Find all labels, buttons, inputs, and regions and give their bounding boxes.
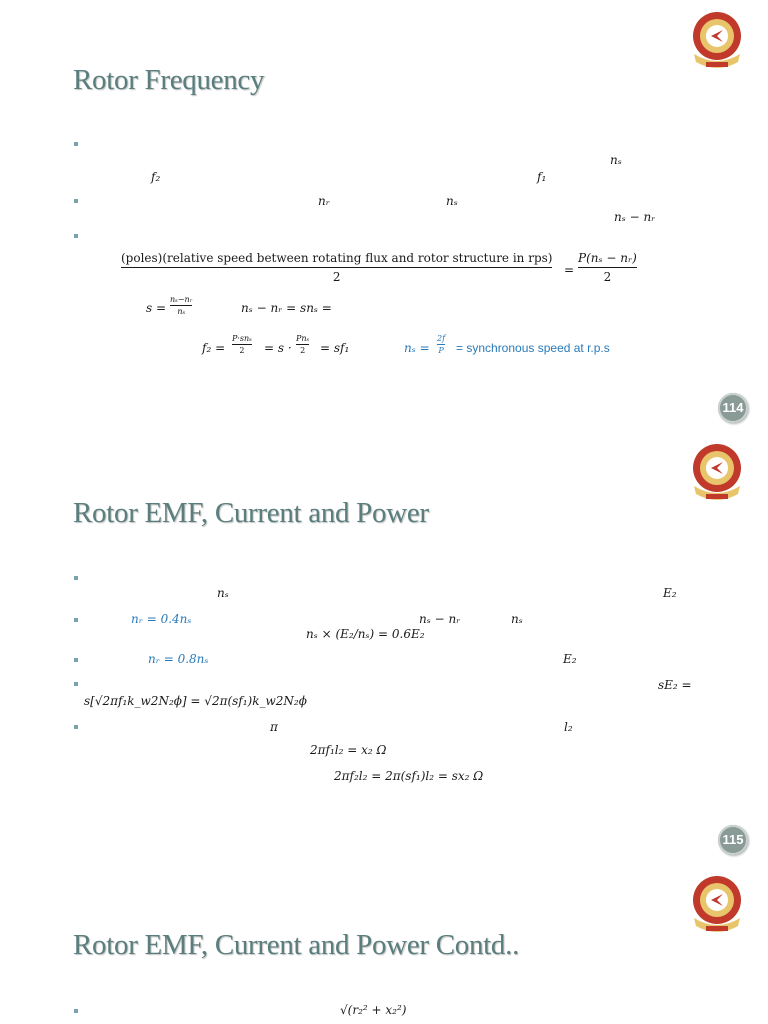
bullet xyxy=(74,725,78,729)
fraction-denominator: P xyxy=(438,346,444,355)
institute-logo-icon xyxy=(684,6,750,72)
frequency-fraction xyxy=(121,251,552,284)
equals-sign: = xyxy=(564,263,575,277)
institute-logo-icon xyxy=(684,870,750,936)
math-f2: f₂ xyxy=(151,170,161,184)
math-l2: l₂ xyxy=(564,720,573,734)
ns-definition-lhs: nₛ = xyxy=(404,341,430,355)
fraction-bar xyxy=(232,344,252,345)
math-E2: E₂ xyxy=(563,652,577,666)
math-emf-full: s[√2πf₁k_w2N₂ϕ] = √2π(sf₁)k_w2N₂ϕ xyxy=(84,694,307,708)
fraction-numerator: 2f xyxy=(437,334,446,343)
slide-title: Rotor EMF, Current and Power Contd.. xyxy=(73,929,520,961)
slip-lhs: s = xyxy=(146,301,167,315)
math-ns-minus-nr: nₛ − nᵣ xyxy=(419,612,461,626)
slide-rotor-frequency xyxy=(0,0,768,432)
fraction-denominator: nₛ xyxy=(177,307,186,316)
math-emf-06: nₛ × (E₂/nₛ) = 0.6E₂ xyxy=(306,627,425,641)
slide-title: Rotor Frequency xyxy=(73,64,265,96)
bullet xyxy=(74,199,78,203)
slide-rotor-emf xyxy=(0,432,768,864)
fraction-numerator: P·snₛ xyxy=(232,334,252,343)
math-nr-08: nᵣ = 0.8nₛ xyxy=(148,652,209,666)
fraction-denominator: 2 xyxy=(332,270,341,284)
bullet xyxy=(74,576,78,580)
fraction-bar xyxy=(296,344,309,345)
fraction-bar xyxy=(437,344,445,345)
bullet xyxy=(74,682,78,686)
fraction-numerator: (poles)(relative speed between rotating flux and rotor structure in rps) xyxy=(121,251,553,265)
ns-definition-rhs: = synchronous speed at r.p.s xyxy=(456,341,610,355)
f2-rhs: = sf₁ xyxy=(320,341,350,355)
rhs-fraction xyxy=(578,251,637,284)
math-nr-04: nᵣ = 0.4nₛ xyxy=(131,612,192,626)
math-x2: 2πf₁l₂ = x₂ Ω xyxy=(310,743,387,757)
math-ns: nₛ xyxy=(446,194,458,208)
f2-lhs: f₂ = xyxy=(202,341,226,355)
f2-fraction-2 xyxy=(296,334,309,355)
bullet xyxy=(74,234,78,238)
slip-relation: nₛ − nᵣ = snₛ = xyxy=(241,301,332,315)
institute-logo-icon xyxy=(684,438,750,504)
slide-rotor-emf-contd xyxy=(0,864,768,1024)
math-ns: nₛ xyxy=(610,153,622,167)
slip-fraction xyxy=(170,295,192,316)
math-nr: nᵣ xyxy=(318,194,330,208)
math-ns-minus-nr: nₛ − nᵣ xyxy=(614,210,656,224)
f2-fraction-1 xyxy=(232,334,252,355)
math-pi: π xyxy=(270,720,278,734)
ns-definition-fraction xyxy=(437,334,445,355)
fraction-numerator: P(nₛ − nᵣ) xyxy=(578,251,637,265)
fraction-denominator: 2 xyxy=(603,270,612,284)
bullet xyxy=(74,658,78,662)
math-sE2: sE₂ = xyxy=(658,678,692,692)
fraction-denominator: 2 xyxy=(300,346,306,355)
bullet xyxy=(74,142,78,146)
slide-title: Rotor EMF, Current and Power xyxy=(73,497,429,529)
page-number-badge: 115 xyxy=(718,825,748,855)
fraction-denominator: 2 xyxy=(239,346,245,355)
f2-middle: = s · xyxy=(264,341,292,355)
fraction-bar xyxy=(170,305,192,306)
fraction-numerator: nₛ−nᵣ xyxy=(170,295,193,304)
math-sx2: 2πf₂l₂ = 2π(sf₁)l₂ = sx₂ Ω xyxy=(334,769,484,783)
bullet xyxy=(74,618,78,622)
fraction-bar xyxy=(121,267,552,268)
bullet xyxy=(74,1009,78,1013)
fraction-bar xyxy=(578,267,637,268)
fraction-numerator: Pnₛ xyxy=(296,334,310,343)
math-ns: nₛ xyxy=(217,586,229,600)
page-number-badge: 114 xyxy=(718,393,748,423)
math-impedance: √(r₂² + x₂²) xyxy=(340,1003,407,1017)
math-ns: nₛ xyxy=(511,612,523,626)
math-f1: f₁ xyxy=(537,170,547,184)
math-E2: E₂ xyxy=(663,586,677,600)
